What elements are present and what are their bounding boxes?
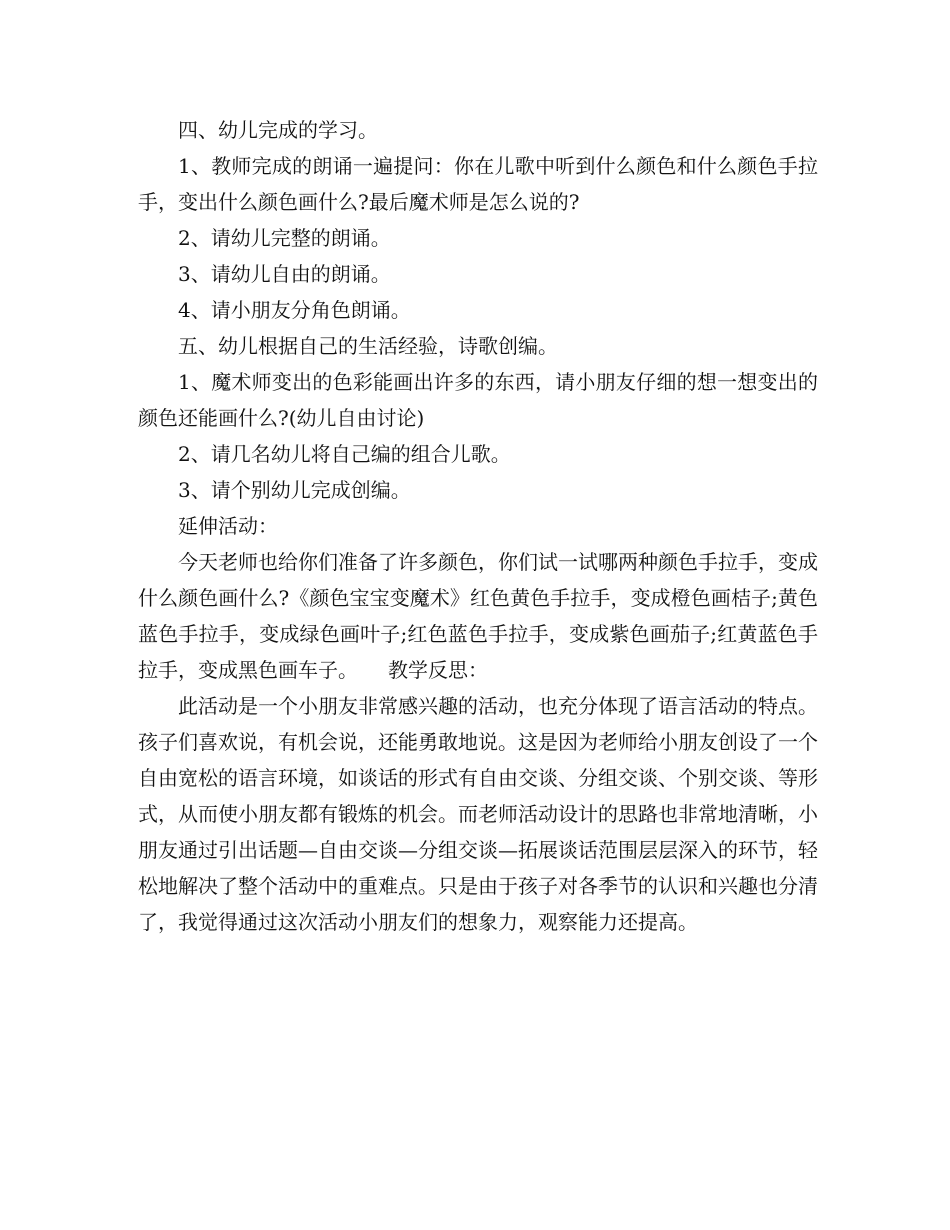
paragraph-reflection-body: 此活动是一个小朋友非常感兴趣的活动，也充分体现了语言活动的特点。孩子们喜欢说，有机会说，还能勇敢地说。这是因为老师给小朋友创设了一个自由宽松的语言环境，如谈话的形式有自由交谈、分组交谈、个别交谈、等形式，从而使小朋友都有锻炼的机会。而老师活动设计的思路也非常地清晰，小朋友通过引出话题—自由交谈—分组交谈—拓展谈话范围层层深入的环节，轻松地解决了整个活动中的重难点。只是由于孩子对各季节的认识和兴趣也分清了，我觉得通过这次活动小朋友们的想象力，观察能力还提高。 xyxy=(138,694,818,934)
paragraph-item-3: 3、请幼儿自由的朗诵。 xyxy=(178,262,391,286)
paragraph-item-2: 2、请幼儿完整的朗诵。 xyxy=(178,226,391,250)
paragraph-item-1: 1、教师完成的朗诵一遍提问：你在儿歌中听到什么颜色和什么颜色手拉手，变出什么颜色画什么?最后魔术师是怎么说的? xyxy=(138,154,818,214)
paragraph-section-five-item-3: 3、请个别幼儿完成创编。 xyxy=(178,478,411,502)
paragraph-section-five-heading: 五、幼儿根据自己的生活经验，诗歌创编。 xyxy=(178,334,558,358)
paragraph-section-five-item-2: 2、请几名幼儿将自己编的组合儿歌。 xyxy=(178,442,511,466)
paragraph-item-4: 4、请小朋友分角色朗诵。 xyxy=(178,298,411,322)
paragraph-section-four-heading: 四、幼儿完成的学习。 xyxy=(178,118,378,142)
paragraph-extension-heading: 延伸活动： xyxy=(178,514,278,538)
document-body xyxy=(138,112,818,940)
paragraph-extension-body: 今天老师也给你们准备了许多颜色，你们试一试哪两种颜色手拉手，变成什么颜色画什么?《颜色宝宝变魔术》红色黄色手拉手，变成橙色画桔子;黄色蓝色手拉手，变成绿色画叶子;红色蓝色手拉手，变成紫色画茄子;红黄蓝色手拉手，变成黑色画车子。 教学反思： xyxy=(138,550,818,682)
paragraph-section-five-item-1: 1、魔术师变出的色彩能画出许多的东西，请小朋友仔细的想一想变出的颜色还能画什么?(幼儿自由讨论) xyxy=(138,370,818,430)
